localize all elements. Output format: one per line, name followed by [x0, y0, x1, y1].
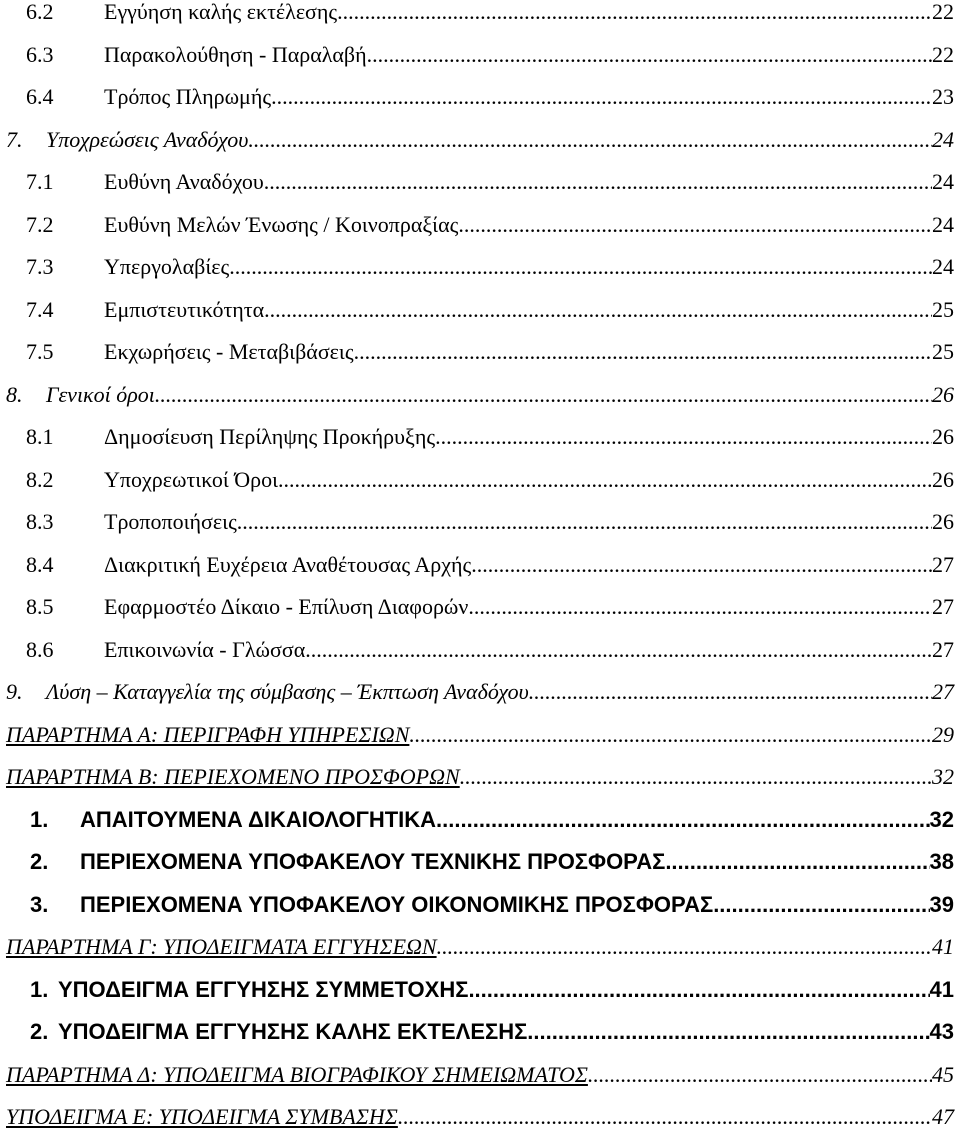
toc-entry-page-number: 41 [929, 976, 954, 1002]
toc-entry-title: Επικοινωνία - Γλώσσα [104, 636, 306, 662]
toc-entry[interactable] [0, 41, 954, 77]
toc-entry-title: ΑΠΑΙΤΟΥΜΕΝΑ ΔΙΚΑΙΟΛΟΓΗΤΙΚΑ [80, 806, 437, 832]
toc-entry-page-number: 24 [932, 169, 954, 194]
toc-entry-number: 7. [6, 126, 23, 152]
toc-entry[interactable] [0, 1018, 954, 1054]
toc-entry-page-number: 29 [932, 721, 954, 747]
toc-dot-leader [529, 678, 932, 706]
toc-entry-number: 9. [6, 679, 23, 704]
toc-entry-title: ΥΠΟΔΕΙΓΜΑ ΕΓΓΥΗΣΗΣ ΚΑΛΗΣ ΕΚΤΕΛΕΣΗΣ [58, 1019, 528, 1044]
toc-entry-title: Δημοσίευση Περίληψης Προκήρυξης [104, 424, 436, 449]
toc-entry-title: ΠΑΡΑΡΤΗΜΑ Α: ΠΕΡΙΓΡΑΦΗ ΥΠΗΡΕΣΙΩΝ [6, 721, 410, 747]
toc-entry-title: Λύση – Καταγγελία της σύμβασης – Έκπτωση Αναδόχου [46, 679, 529, 704]
toc-entry-page-number: 22 [932, 41, 954, 67]
toc-entry-title: Εγγύηση καλής εκτέλεσης [104, 0, 338, 24]
toc-entry-number: 8.1 [26, 424, 54, 449]
toc-entry-page-number: 24 [932, 126, 954, 152]
toc-entry[interactable] [0, 721, 954, 757]
toc-dot-leader [337, 0, 932, 26]
toc-dot-leader [398, 1103, 932, 1131]
toc-entry-number: 8.5 [26, 594, 54, 619]
toc-entry-title: Εφαρμοστέο Δίκαιο - Επίλυση Διαφορών [104, 594, 469, 619]
toc-entry-title: Διακριτική Ευχέρεια Αναθέτουσας Αρχής [104, 551, 472, 577]
toc-entry[interactable] [0, 338, 954, 374]
toc-entry[interactable] [0, 763, 954, 799]
toc-entry-title: ΠΕΡΙΕΧΟΜΕΝΑ ΥΠΟΦΑΚΕΛΟΥ ΤΕΧΝΙΚΗΣ ΠΡΟΣΦΟΡΑΣ [80, 849, 666, 874]
toc-entry[interactable] [0, 466, 954, 502]
toc-dot-leader [527, 1018, 929, 1046]
toc-entry[interactable] [0, 211, 954, 247]
toc-entry-title: ΠΕΡΙΕΧΟΜΕΝΑ ΥΠΟΦΑΚΕΛΟΥ ΟΙΚΟΝΟΜΙΚΗΣ ΠΡΟΣΦΟΡΑΣ [80, 891, 714, 917]
toc-entry[interactable] [0, 891, 954, 927]
toc-entry-title: Γενικοί όροι [46, 381, 155, 407]
toc-entry-number: 6.4 [26, 84, 54, 109]
toc-entry[interactable] [0, 551, 954, 587]
toc-dot-leader [471, 551, 932, 579]
toc-dot-leader [460, 763, 932, 791]
toc-entry-title: ΠΑΡΑΡΤΗΜΑ Δ: ΥΠΟΔΕΙΓΜΑ ΒΙΟΓΡΑΦΙΚΟΥ ΣΗΜΕΙΩΜΑΤΟΣ [6, 1061, 588, 1087]
toc-entry-number: 8. [6, 381, 23, 407]
toc-entry-page-number: 26 [932, 509, 954, 534]
toc-entry-number: 7.4 [26, 296, 54, 322]
toc-entry-number: 2. [30, 1019, 49, 1044]
toc-dot-leader [437, 933, 932, 961]
toc-entry-page-number: 39 [929, 891, 954, 917]
toc-entry-page-number: 27 [932, 679, 954, 704]
toc-entry-page-number: 43 [929, 1019, 954, 1044]
toc-entry-title: Εμπιστευτικότητα [104, 296, 265, 322]
toc-entry[interactable] [0, 933, 954, 969]
toc-dot-leader [409, 721, 932, 749]
toc-dot-leader [468, 593, 932, 621]
toc-entry-title: Υπεργολαβίες [104, 254, 230, 279]
toc-entry-title: ΠΑΡΑΡΤΗΜΑ Γ: ΥΠΟΔΕΙΓΜΑΤΑ ΕΓΓΥΗΣΕΩΝ [6, 934, 437, 959]
toc-entry-page-number: 26 [932, 424, 954, 449]
toc-entry-number: 8.4 [26, 551, 54, 577]
toc-dot-leader [367, 41, 932, 69]
toc-entry-page-number: 45 [932, 1061, 954, 1087]
toc-entry[interactable] [0, 1061, 954, 1097]
toc-dot-leader [588, 1061, 932, 1089]
toc-dot-leader [229, 253, 932, 281]
toc-entry[interactable] [0, 1103, 954, 1139]
toc-dot-leader [271, 83, 932, 111]
toc-entry-number: 6.2 [26, 0, 54, 24]
toc-entry-page-number: 22 [932, 0, 954, 24]
toc-dot-leader [264, 168, 932, 196]
toc-entry[interactable] [0, 253, 954, 289]
toc-entry-number: 3. [30, 891, 49, 917]
toc-entry[interactable] [0, 508, 954, 544]
toc-entry-page-number: 27 [932, 636, 954, 662]
toc-entry[interactable] [0, 168, 954, 204]
toc-dot-leader [248, 126, 932, 154]
toc-entry[interactable] [0, 381, 954, 417]
toc-dot-leader [665, 848, 929, 876]
toc-entry-title: Ευθύνη Μελών Ένωσης / Κοινοπραξίας [104, 211, 459, 237]
toc-entry-page-number: 25 [932, 339, 954, 364]
toc-entry[interactable] [0, 678, 954, 714]
toc-entry[interactable] [0, 126, 954, 162]
toc-dot-leader [435, 423, 932, 451]
toc-entry[interactable] [0, 848, 954, 884]
toc-dot-leader [264, 296, 932, 324]
toc-dot-leader [278, 466, 932, 494]
toc-dot-leader [354, 338, 932, 366]
toc-entry-title: Ευθύνη Αναδόχου [104, 169, 264, 194]
toc-entry[interactable] [0, 593, 954, 629]
toc-entry-page-number: 32 [932, 764, 954, 789]
toc-entry[interactable] [0, 0, 954, 34]
toc-entry-title: Τροποποιήσεις [104, 509, 237, 534]
toc-entry-number: 6.3 [26, 41, 54, 67]
toc-entry-page-number: 25 [932, 296, 954, 322]
toc-dot-leader [305, 636, 932, 664]
toc-entry[interactable] [0, 83, 954, 119]
toc-entry[interactable] [0, 806, 954, 842]
toc-entry-number: 7.1 [26, 169, 54, 194]
toc-dot-leader [713, 891, 929, 919]
toc-entry-number: 7.2 [26, 211, 54, 237]
toc-entry-number: 1. [30, 806, 49, 832]
toc-entry-page-number: 47 [932, 1104, 954, 1129]
toc-entry-number: 7.3 [26, 254, 54, 279]
toc-entry-title: Εκχωρήσεις - Μεταβιβάσεις [104, 339, 354, 364]
toc-dot-leader [468, 976, 929, 1004]
toc-entry-title: Τρόπος Πληρωμής [104, 84, 272, 109]
toc-entry-page-number: 24 [932, 211, 954, 237]
toc-entry-title: Παρακολούθηση - Παραλαβή [104, 41, 367, 67]
toc-entry-number: 8.6 [26, 636, 54, 662]
toc-entry-page-number: 24 [932, 254, 954, 279]
toc-entry-page-number: 27 [932, 551, 954, 577]
toc-entry-page-number: 32 [929, 806, 954, 832]
toc-entry-title: ΥΠΟΔΕΙΓΜΑ Ε: ΥΠΟΔΕΙΓΜΑ ΣΥΜΒΑΣΗΣ [6, 1104, 398, 1129]
toc-entry-title: Υποχρεώσεις Αναδόχου [46, 126, 249, 152]
toc-entry-page-number: 26 [932, 466, 954, 492]
toc-entry-number: 2. [30, 849, 49, 874]
toc-entry-page-number: 23 [932, 84, 954, 109]
toc-entry-page-number: 38 [929, 849, 954, 874]
toc-entry[interactable] [0, 423, 954, 459]
toc-entry-title: ΠΑΡΑΡΤΗΜΑ Β: ΠΕΡΙΕΧΟΜΕΝΟ ΠΡΟΣΦΟΡΩΝ [6, 764, 460, 789]
toc-dot-leader [458, 211, 932, 239]
toc-entry[interactable] [0, 636, 954, 672]
toc-entry-number: 8.3 [26, 509, 54, 534]
toc-entry-page-number: 41 [932, 934, 954, 959]
toc-dot-leader [237, 508, 932, 536]
toc-dot-leader [436, 806, 929, 834]
toc-entry-number: 8.2 [26, 466, 54, 492]
toc-entry-number: 7.5 [26, 339, 54, 364]
toc-dot-leader [155, 381, 932, 409]
toc-entry-page-number: 27 [932, 594, 954, 619]
toc-entry-number: 1. [30, 976, 49, 1002]
toc-entry-title: ΥΠΟΔΕΙΓΜΑ ΕΓΓΥΗΣΗΣ ΣΥΜΜΕΤΟΧΗΣ [58, 976, 469, 1002]
toc-entry[interactable] [0, 296, 954, 332]
toc-entry-title: Υποχρεωτικοί Όροι [104, 466, 279, 492]
toc-entry-page-number: 26 [932, 381, 954, 407]
toc-entry[interactable] [0, 976, 954, 1012]
